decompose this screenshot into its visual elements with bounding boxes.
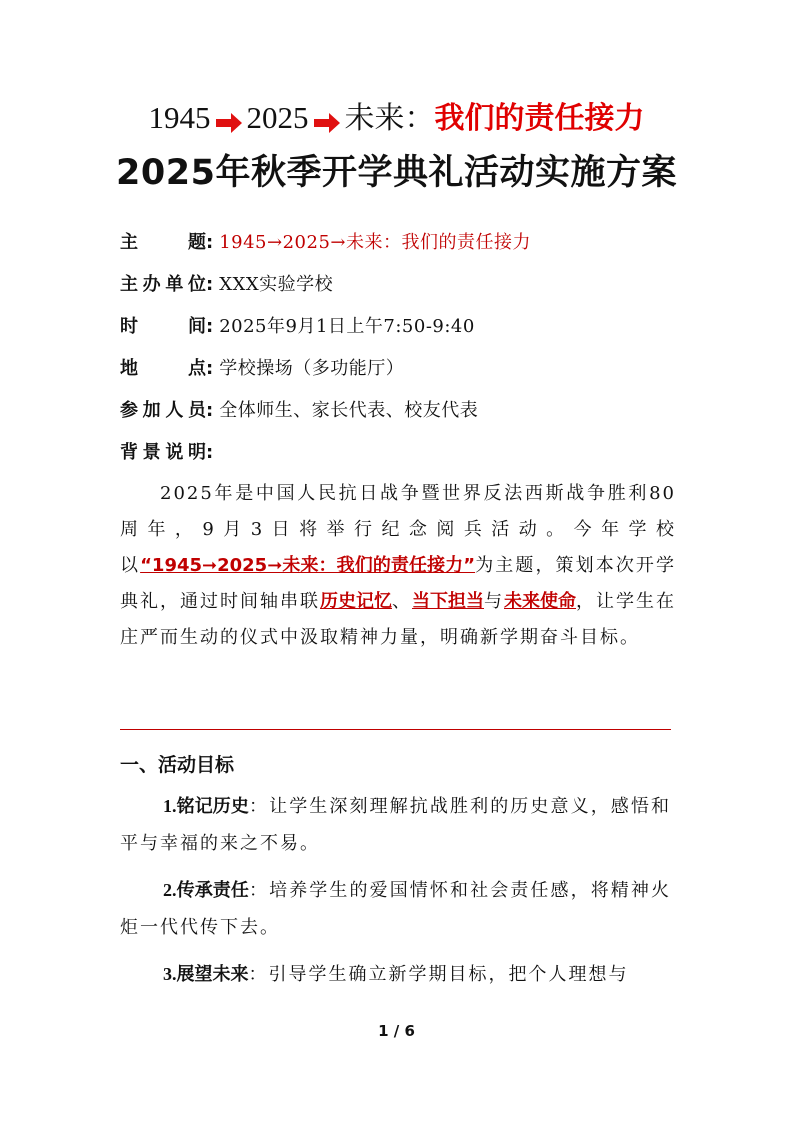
goal-title: 展望未来 xyxy=(176,964,249,985)
keyword-history: 历史记忆 xyxy=(320,591,392,612)
section-heading: 一、活动目标 xyxy=(120,754,235,776)
goal-title: 铭记历史 xyxy=(176,796,249,817)
meta-value: 学校操场（多功能厅） xyxy=(219,358,405,379)
goal-text: 引导学生确立新学期目标，把个人理想与 xyxy=(268,964,629,985)
title-year-1945: 1945 xyxy=(148,100,211,135)
divider-line xyxy=(120,729,671,730)
keyword-present: 当下担当 xyxy=(412,591,484,612)
meta-label: 主办单位 xyxy=(120,274,206,295)
meta-participants: 参加人员: 全体师生、家长代表、校友代表 xyxy=(120,398,478,424)
meta-theme: 主题: 1945→2025→未来：我们的责任接力 xyxy=(120,230,531,256)
keyword-future: 未来使命 xyxy=(504,591,576,612)
title-line-1 xyxy=(0,98,793,139)
document-title: 2025年秋季开学典礼活动实施方案 xyxy=(116,153,677,193)
meta-location: 地点: 学校操场（多功能厅） xyxy=(120,356,404,382)
goal-item: 1.铭记历史：让学生深刻理解抗战胜利的历史意义，感悟和平与幸福的来之不易。 xyxy=(120,796,672,854)
meta-label: 时间 xyxy=(120,316,206,337)
title-highlight: 我们的责任接力 xyxy=(434,101,645,136)
meta-time: 时间: 2025年9月1日上午7:50-9:40 xyxy=(120,314,475,340)
meta-organizer: 主办单位: XXX实验学校 xyxy=(120,272,333,298)
title-year-2025: 2025 xyxy=(246,100,309,135)
goal-title: 传承责任 xyxy=(176,880,249,901)
goal-item: 2.传承责任：培养学生的爱国情怀和社会责任感，将精神火炬一代代传下去。 xyxy=(120,880,672,938)
meta-background: 背景说明: xyxy=(120,440,219,466)
goal-item: 3.展望未来：引导学生确立新学期目标，把个人理想与 xyxy=(163,964,629,985)
meta-value: XXX实验学校 xyxy=(219,274,334,295)
meta-value: 1945→2025→未来：我们的责任接力 xyxy=(219,232,531,253)
goal-text: 让学生深刻理解抗战胜利的历史意义，感悟和平与幸福的来之不易。 xyxy=(120,796,672,854)
meta-value: 2025年9月1日上午7:50-9:40 xyxy=(219,316,475,337)
arrow-right-icon xyxy=(214,108,244,134)
title-future: 未来： xyxy=(344,101,435,136)
goal-text: 培养学生的爱国情怀和社会责任感，将精神火炬一代代传下去。 xyxy=(120,880,672,938)
theme-quote: “1945➞2025➞未来：我们的责任接力” xyxy=(140,555,476,576)
arrow-right-icon xyxy=(312,108,342,134)
meta-label: 背景说明 xyxy=(120,442,206,463)
meta-label: 参加人员 xyxy=(120,400,206,421)
background-paragraph: 2025年是中国人民抗日战争暨世界反法西斯战争胜利80周年，9月3日将举行纪念阅兵活动。今年学校以“1945➞2025➞未来：我们的责任接力”为主题，策划本次开学典礼，通过时间轴串联历史记忆、当下担当与未来使命，让学生在庄严而生动的仪式中汲取精神力量，明确新学期奋斗目标。 xyxy=(120,483,677,648)
meta-label: 主题 xyxy=(120,232,206,253)
meta-value: 全体师生、家长代表、校友代表 xyxy=(219,400,479,421)
meta-label: 地点 xyxy=(120,358,206,379)
page-number: 1 / 6 xyxy=(378,1022,415,1040)
